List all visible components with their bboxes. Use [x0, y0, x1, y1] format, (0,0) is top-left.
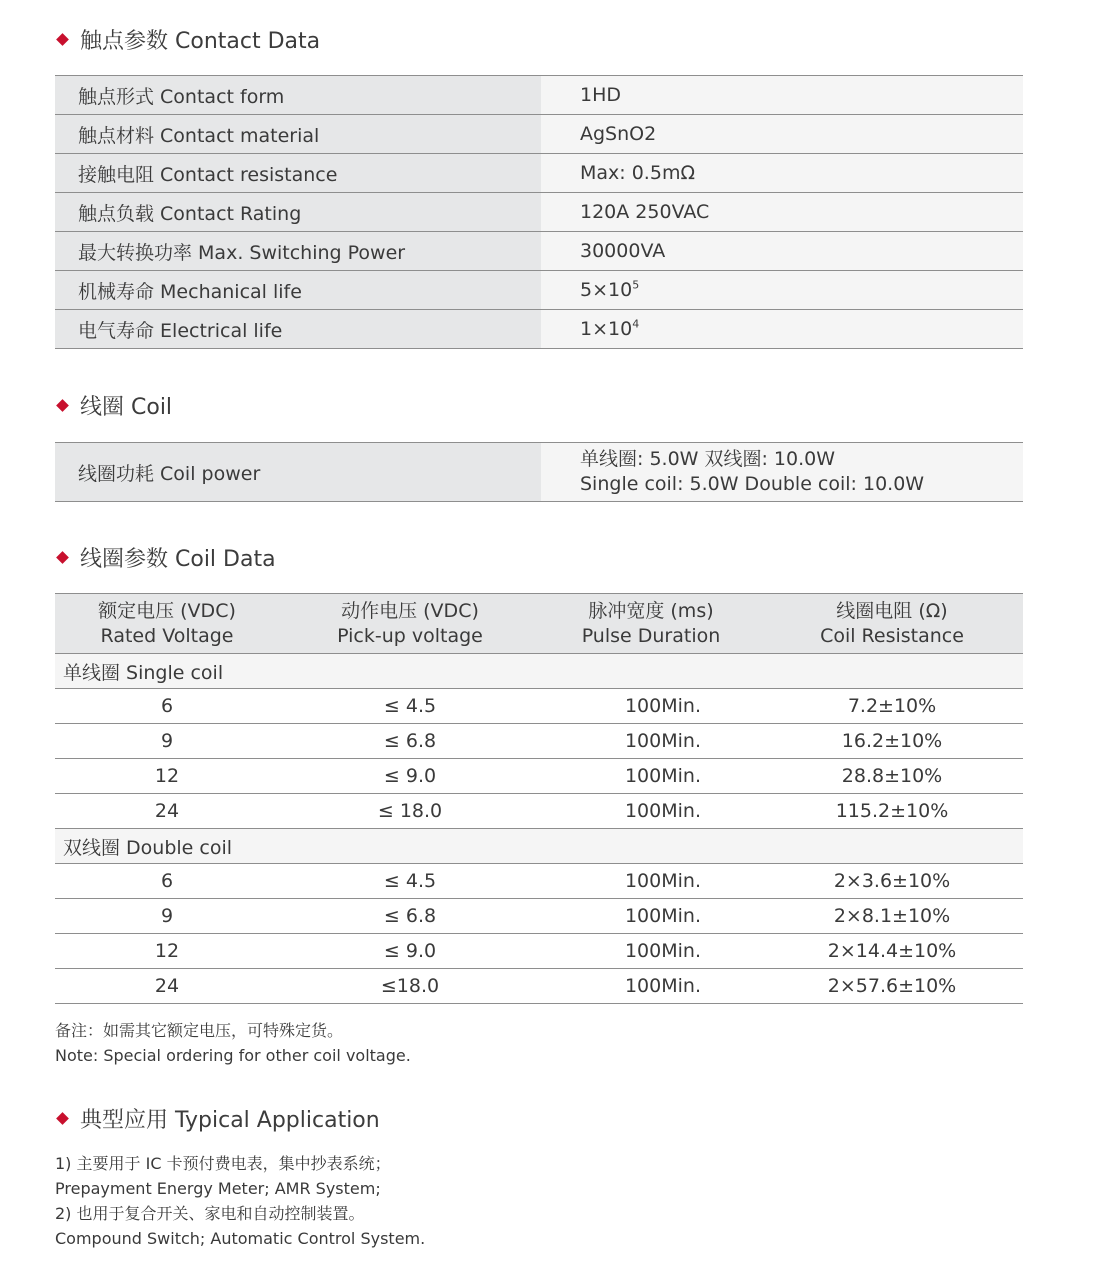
- table-row: 9 ≤ 6.8 100Min. 2×8.1±10%: [55, 899, 1023, 934]
- row-key: 触点形式 Contact form: [55, 76, 541, 115]
- group-row-single-coil: 单线圈 Single coil: [55, 654, 1023, 689]
- bullet-diamond-icon: [56, 399, 69, 412]
- coil-title: 线圈 Coil: [80, 395, 173, 420]
- row-value: $5\times 10^5$: [541, 271, 1023, 310]
- application-list: [55, 1151, 425, 1251]
- coil-power-line-cn: 单线圈: 5.0W 双线圈: 10.0W: [580, 448, 836, 470]
- table-row: [55, 76, 1023, 115]
- table-header-row: [55, 594, 1023, 654]
- application-line: 1) 主要用于 IC 卡预付费电表，集中抄表系统；: [55, 1154, 391, 1173]
- table-row: [55, 154, 1023, 193]
- row-value: Max: 0.5mΩ: [541, 154, 1023, 193]
- bullet-diamond-icon: [56, 1112, 69, 1125]
- column-header-pickup-voltage: 动作电压 (VDC) Pick-up voltage: [279, 594, 541, 654]
- bullet-diamond-icon: [56, 33, 69, 46]
- row-value: AgSnO2: [541, 115, 1023, 154]
- row-key: 电气寿命 Electrical life: [55, 310, 541, 349]
- row-value: 1HD: [541, 76, 1023, 115]
- note-cn: 备注：如需其它额定电压，可特殊定货。: [55, 1021, 344, 1040]
- application-heading: [56, 1103, 380, 1134]
- contact-data-title: 触点参数 Contact Data: [80, 29, 321, 54]
- column-header-rated-voltage: 额定电压 (VDC) Rated Voltage: [55, 594, 279, 654]
- table-row: 9 ≤ 6.8 100Min. 16.2±10%: [55, 724, 1023, 759]
- table-row: 12 ≤ 9.0 100Min. 2×14.4±10%: [55, 934, 1023, 969]
- coil-heading: [56, 390, 172, 421]
- table-row: [55, 443, 1023, 502]
- coil-data-heading: [56, 542, 276, 573]
- row-key: 最大转换功率 Max. Switching Power: [55, 232, 541, 271]
- row-value: 120A 250VAC: [541, 193, 1023, 232]
- table-row: 12 ≤ 9.0 100Min. 28.8±10%: [55, 759, 1023, 794]
- coil-power-line-en: Single coil: 5.0W Double coil: 10.0W: [580, 473, 925, 495]
- note-block: [55, 1018, 411, 1068]
- table-row: 24 ≤18.0 100Min. 2×57.6±10%: [55, 969, 1023, 1004]
- row-key: 触点材料 Contact material: [55, 115, 541, 154]
- column-header-coil-resistance: 线圈电阻 (Ω) Coil Resistance: [761, 594, 1023, 654]
- note-en: Note: Special ordering for other coil voltage.: [55, 1046, 411, 1065]
- application-line: Prepayment Energy Meter; AMR System;: [55, 1179, 381, 1198]
- contact-data-table: [55, 75, 1023, 349]
- table-row: [55, 232, 1023, 271]
- coil-power-value: [541, 443, 1023, 502]
- table-row: 24 ≤ 18.0 100Min. 115.2±10%: [55, 794, 1023, 829]
- coil-table: [55, 442, 1023, 502]
- table-row: 6 ≤ 4.5 100Min. 2×3.6±10%: [55, 864, 1023, 899]
- row-key: 机械寿命 Mechanical life: [55, 271, 541, 310]
- coil-power-key: 线圈功耗 Coil power: [55, 443, 541, 502]
- row-value: $1\times 10^4$: [541, 310, 1023, 349]
- contact-data-heading: [56, 24, 320, 55]
- table-row: [55, 115, 1023, 154]
- row-key: 触点负载 Contact Rating: [55, 193, 541, 232]
- table-row: 6 ≤ 4.5 100Min. 7.2±10%: [55, 689, 1023, 724]
- application-line: 2) 也用于复合开关、家电和自动控制装置。: [55, 1204, 365, 1223]
- application-title: 典型应用 Typical Application: [80, 1108, 380, 1133]
- coil-data-table: [55, 593, 1023, 1004]
- table-row: [55, 271, 1023, 310]
- table-row: [55, 193, 1023, 232]
- application-line: Compound Switch; Automatic Control System.: [55, 1229, 426, 1248]
- group-row-double-coil: 双线圈 Double coil: [55, 829, 1023, 864]
- row-key: 接触电阻 Contact resistance: [55, 154, 541, 193]
- coil-data-title: 线圈参数 Coil Data: [80, 547, 276, 572]
- column-header-pulse-duration: 脉冲宽度 (ms) Pulse Duration: [541, 594, 761, 654]
- bullet-diamond-icon: [56, 551, 69, 564]
- table-row: [55, 310, 1023, 349]
- row-value: 30000VA: [541, 232, 1023, 271]
